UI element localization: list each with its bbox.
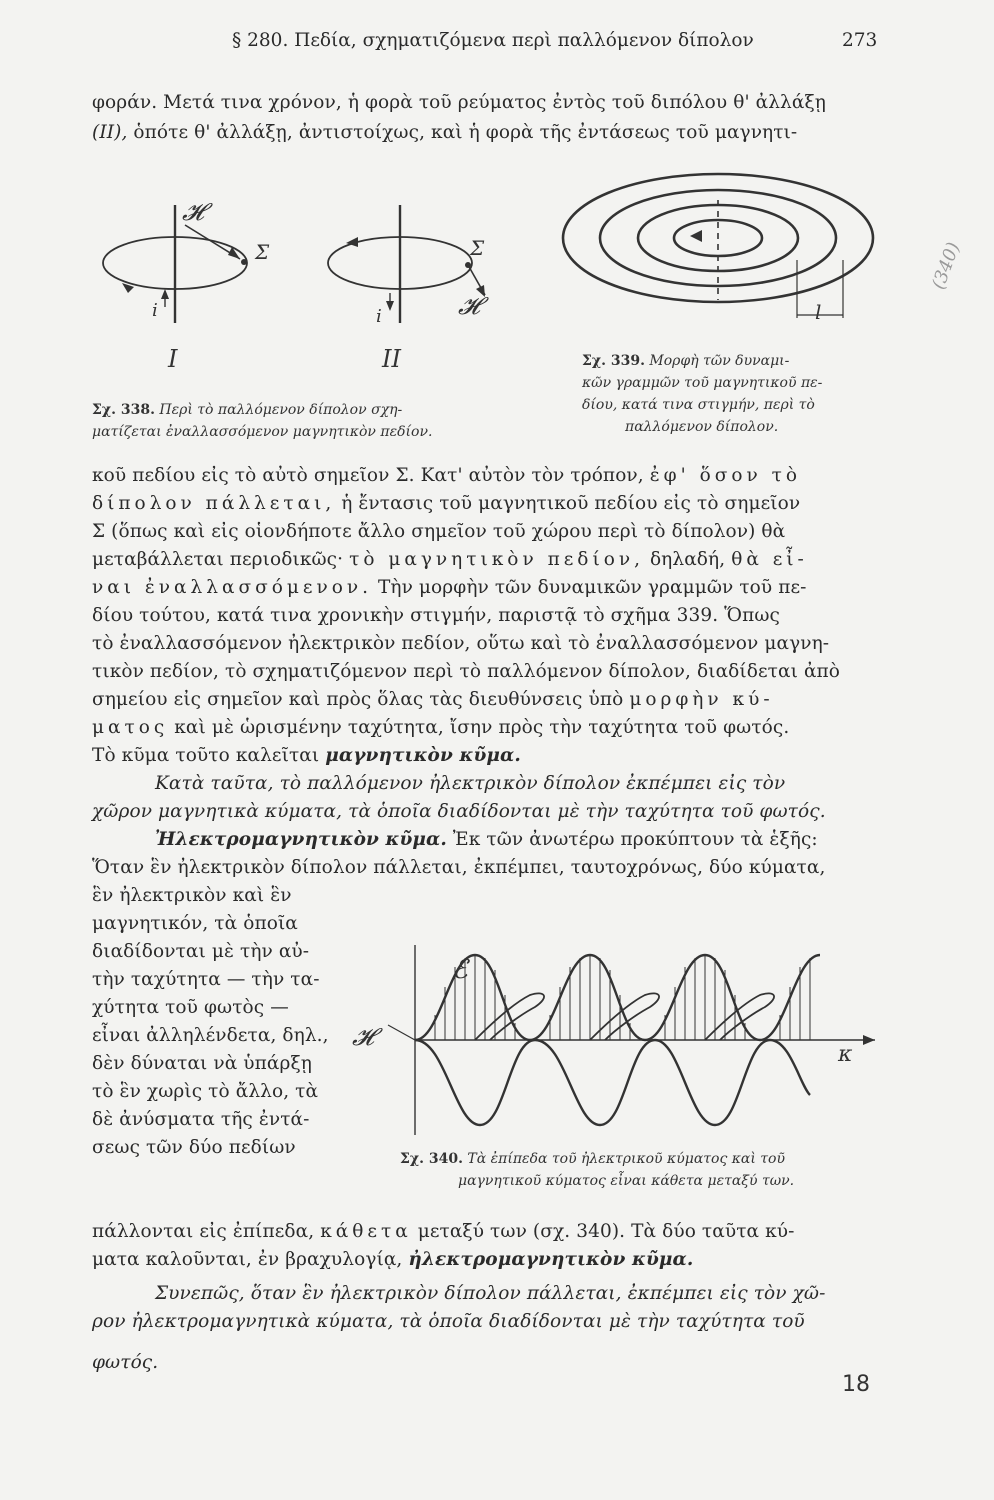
fig339-caption-line-4: παλλόμενον δίπολον. (625, 419, 779, 435)
fig339-label-l: l (815, 300, 822, 324)
narrow-line-10: σεως τῶν δύο πεδίων (92, 1137, 296, 1158)
summary-line-1: Κατὰ ταῦτα, τὸ παλλόμενον ἠλεκτρικὸν δίπολον ἐκπέμπει εἰς τὸν (155, 773, 786, 794)
narrow-line-8: τὸ ἓν χωρὶς τὸ ἄλλο, τὰ (92, 1081, 319, 1102)
intro-line-2 (92, 122, 797, 143)
fig338-roman-I: I (168, 345, 178, 373)
fig339-caption-text-1: Μορφὴ τῶν δυναμι- (649, 353, 790, 369)
fig340-caption-line-1 (400, 1151, 785, 1167)
body-line-9-spaced: μορφὴν κύ- (629, 689, 774, 710)
page-number: 273 (842, 30, 878, 51)
fig340-wave-lower (415, 1040, 810, 1125)
body-line-9-text: σημείου εἰς σημεῖον καὶ πρὸς ὅλας τὰς διευθύνσεις ὑπὸ (92, 689, 630, 710)
em-wave-line-1-text: Ἐκ τῶν ἀνωτέρω προκύπτουν τὰ ἑξῆς: (446, 829, 818, 850)
conclusion-line-1: Συνεπῶς, ὅταν ἓν ἠλεκτρικὸν δίπολον πάλλεται, ἐκπέμπει εἰς τὸν χῶ- (155, 1283, 826, 1304)
narrow-line-1: ἓν ἠλεκτρικὸν καὶ ἓν (92, 885, 292, 906)
body-line-9 (92, 689, 774, 710)
fig338-label-H-II: 𝓗 (458, 292, 480, 320)
body-line-6: δίου τούτου, κατά τινα χρονικὴν στιγμήν, παριστᾷ τὸ σχῆμα 339. Ὅπως (92, 605, 781, 626)
body-line-11 (92, 745, 521, 766)
body-line-4-spaced-2: θὰ εἶ- (731, 549, 808, 570)
fig338-roman-II: II (382, 345, 401, 373)
figure-340-diagram (370, 935, 890, 1145)
body-line-7: τὸ ἐναλλασσόμενον ἠλεκτρικὸν πεδίον, οὕτω καὶ τὸ ἐναλλασσόμενον μαγνη- (92, 633, 830, 654)
fig338-caption-number: Σχ. 338. (92, 402, 155, 418)
em-wave-line-1 (155, 829, 818, 850)
body-line-10 (92, 717, 789, 738)
term-magnetic-wave: μαγνητικὸν κῦμα. (325, 745, 521, 766)
narrow-line-4: τὴν ταχύτητα — τὴν τα- (92, 969, 320, 990)
narrow-line-9: δὲ ἀνύσματα τῆς ἐντά- (92, 1109, 310, 1130)
fig338-point-S-I (241, 259, 247, 265)
body-line-1-text: κοῦ πεδίου εἰς τὸ αὐτὸ σημεῖον Σ. Κατ' αὐτὸν τὸν τρόπον, (92, 465, 650, 486)
fig339-caption-line-1 (582, 353, 789, 369)
body-line-5 (92, 577, 807, 598)
body-line-3: Σ (ὅπως καὶ εἰς οἱονδήποτε ἄλλο σημεῖον τοῦ χώρου περὶ τὸ δίπολον) θὰ (92, 521, 786, 542)
conclusion-line-2: ρον ἠλεκτρομαγνητικὰ κύματα, τὰ ὁποῖα διαδίδονται μὲ τὴν ταχύτητα τοῦ (92, 1311, 805, 1332)
term-em-wave: ἠλεκτρομαγνητικὸν κῦμα. (408, 1249, 694, 1270)
fig340-electric-wave (415, 955, 820, 1040)
fig338-caption-text-1: Περὶ τὸ παλλόμενον δίπολον σχη- (159, 402, 403, 418)
fig338-caption-line-1 (92, 402, 402, 418)
intro-line-2-text: ὁπότε θ' ἀλλάξῃ, ἀντιστοίχως, καὶ ἡ φορὰ τῆς ἐντάσεως τοῦ μαγνητι- (127, 122, 798, 143)
body-line-2 (92, 493, 800, 514)
fig338-label-i-I: i (152, 300, 158, 321)
fig340-k-arrow (863, 1035, 875, 1045)
body-line-5-text: Τὴν μορφὴν τῶν δυναμικῶν γραμμῶν τοῦ πε- (372, 577, 807, 598)
em-wave-wide-line-2 (92, 1249, 693, 1270)
signature-mark: 18 (842, 1372, 870, 1397)
body-line-1-spaced: ἐφ' ὅσον τὸ (649, 465, 802, 486)
body-line-11-text: Τὸ κῦμα τοῦτο καλεῖται (92, 745, 326, 766)
narrow-line-7: δὲν δύναται νὰ ὑπάρξῃ (92, 1053, 312, 1074)
fig338-label-S-II: Σ (470, 236, 485, 260)
em-wave-line-2: Ὅταν ἓν ἠλεκτρικὸν δίπολον πάλλεται, ἐκπέμπει, ταυτοχρόνως, δύο κύματα, (92, 857, 826, 878)
body-line-2-spaced: δίπολον πάλλεται, (92, 493, 336, 514)
summary-line-2: χῶρον μαγνητικὰ κύματα, τὰ ὁποῖα διαδίδονται μὲ τὴν ταχύτητα τοῦ φωτός. (92, 801, 826, 822)
fig339-caption-number: Σχ. 339. (582, 353, 645, 369)
narrow-line-6: εἶναι ἀλληλένδετα, δηλ., (92, 1025, 329, 1046)
body-line-1 (92, 465, 801, 486)
body-line-10-text: καὶ μὲ ὡρισμένην ταχύτητα, ἴσην πρὸς τὴν ταχύτητα τοῦ φωτός. (168, 717, 790, 738)
conclusion-line-3: φωτός. (92, 1352, 159, 1373)
fig340-label-E: ℰ (452, 955, 468, 985)
fig338-label-S-I: Σ (255, 240, 270, 264)
fig340-label-H: 𝓗 (352, 1023, 374, 1051)
body-line-4 (92, 549, 808, 570)
em-wave-wide-1-text-2: μεταξύ των (σχ. 340). Τὰ δύο ταῦτα κύ- (411, 1221, 795, 1242)
intro-ref: (II), (92, 122, 128, 143)
body-line-4-text-2: δηλαδή, (643, 549, 732, 570)
narrow-line-3: διαδίδονται μὲ τὴν αὐ- (92, 941, 310, 962)
body-line-8: τικὸν πεδίον, τὸ σχηματιζόμενον περὶ τὸ παλλόμενον δίπολον, διαδίδεται ἀπὸ (92, 661, 841, 682)
fig338-label-H-I: 𝓗 (182, 198, 204, 226)
narrow-line-2: μαγνητικόν, τὰ ὁποῖα (92, 913, 298, 934)
body-line-5-spaced: ναι ἐναλλασσόμενον. (92, 577, 372, 598)
fig339-caption-line-2: κῶν γραμμῶν τοῦ μαγνητικοῦ πε- (582, 375, 823, 391)
intro-line-1: φοράν. Μετά τινα χρόνον, ἡ φορὰ τοῦ ρεύματος ἐντὸς τοῦ διπόλου θ' ἀλλάξῃ (92, 92, 826, 113)
body-line-4-spaced: τὸ μαγνητικὸν πεδίον, (349, 549, 644, 570)
figure-339-diagram (560, 160, 880, 340)
body-line-2-text: ἡ ἔντασις τοῦ μαγνητικοῦ πεδίου εἰς τὸ σημεῖον (335, 493, 801, 514)
narrow-line-5: χύτητα τοῦ φωτὸς — (92, 997, 289, 1018)
section-title-em-wave: Ἠλεκτρομαγνητικὸν κῦμα. (155, 829, 447, 850)
running-header: § 280. Πεδία, σχηματιζόμενα περὶ παλλόμενον δίπολον (232, 30, 754, 51)
em-wave-wide-2-text: ματα καλοῦνται, ἐν βραχυλογίᾳ, (92, 1249, 409, 1270)
fig339-caption-line-3: δίου, κατά τινα στιγμήν, περὶ τὸ (582, 397, 815, 413)
figure-338-diagram (90, 195, 510, 385)
fig339-arrow-inner (690, 230, 702, 242)
fig340-caption-number: Σχ. 340. (400, 1151, 463, 1167)
fig340-caption-line-2: μαγνητικοῦ κύματος εἶναι κάθετα μεταξύ των. (458, 1173, 795, 1189)
body-line-4-text: μεταβάλλεται περιοδικῶς· (92, 549, 350, 570)
em-wave-wide-1-spaced: κάθετα (320, 1221, 412, 1242)
fig338-caption-line-2: ματίζεται ἐναλλασσόμενον μαγνητικὸν πεδίον. (92, 424, 433, 440)
fig340-label-k: κ (838, 1042, 853, 1067)
em-wave-wide-1-text: πάλλονται εἰς ἐπίπεδα, (92, 1221, 321, 1242)
body-line-10-spaced: ματος (92, 717, 169, 738)
fig340-caption-text-1: Τὰ ἐπίπεδα τοῦ ἠλεκτρικοῦ κύματος καὶ τοῦ (467, 1151, 785, 1167)
fig338-label-i-II: i (376, 306, 382, 327)
em-wave-wide-line-1 (92, 1221, 794, 1242)
margin-note: (340) (928, 239, 965, 293)
